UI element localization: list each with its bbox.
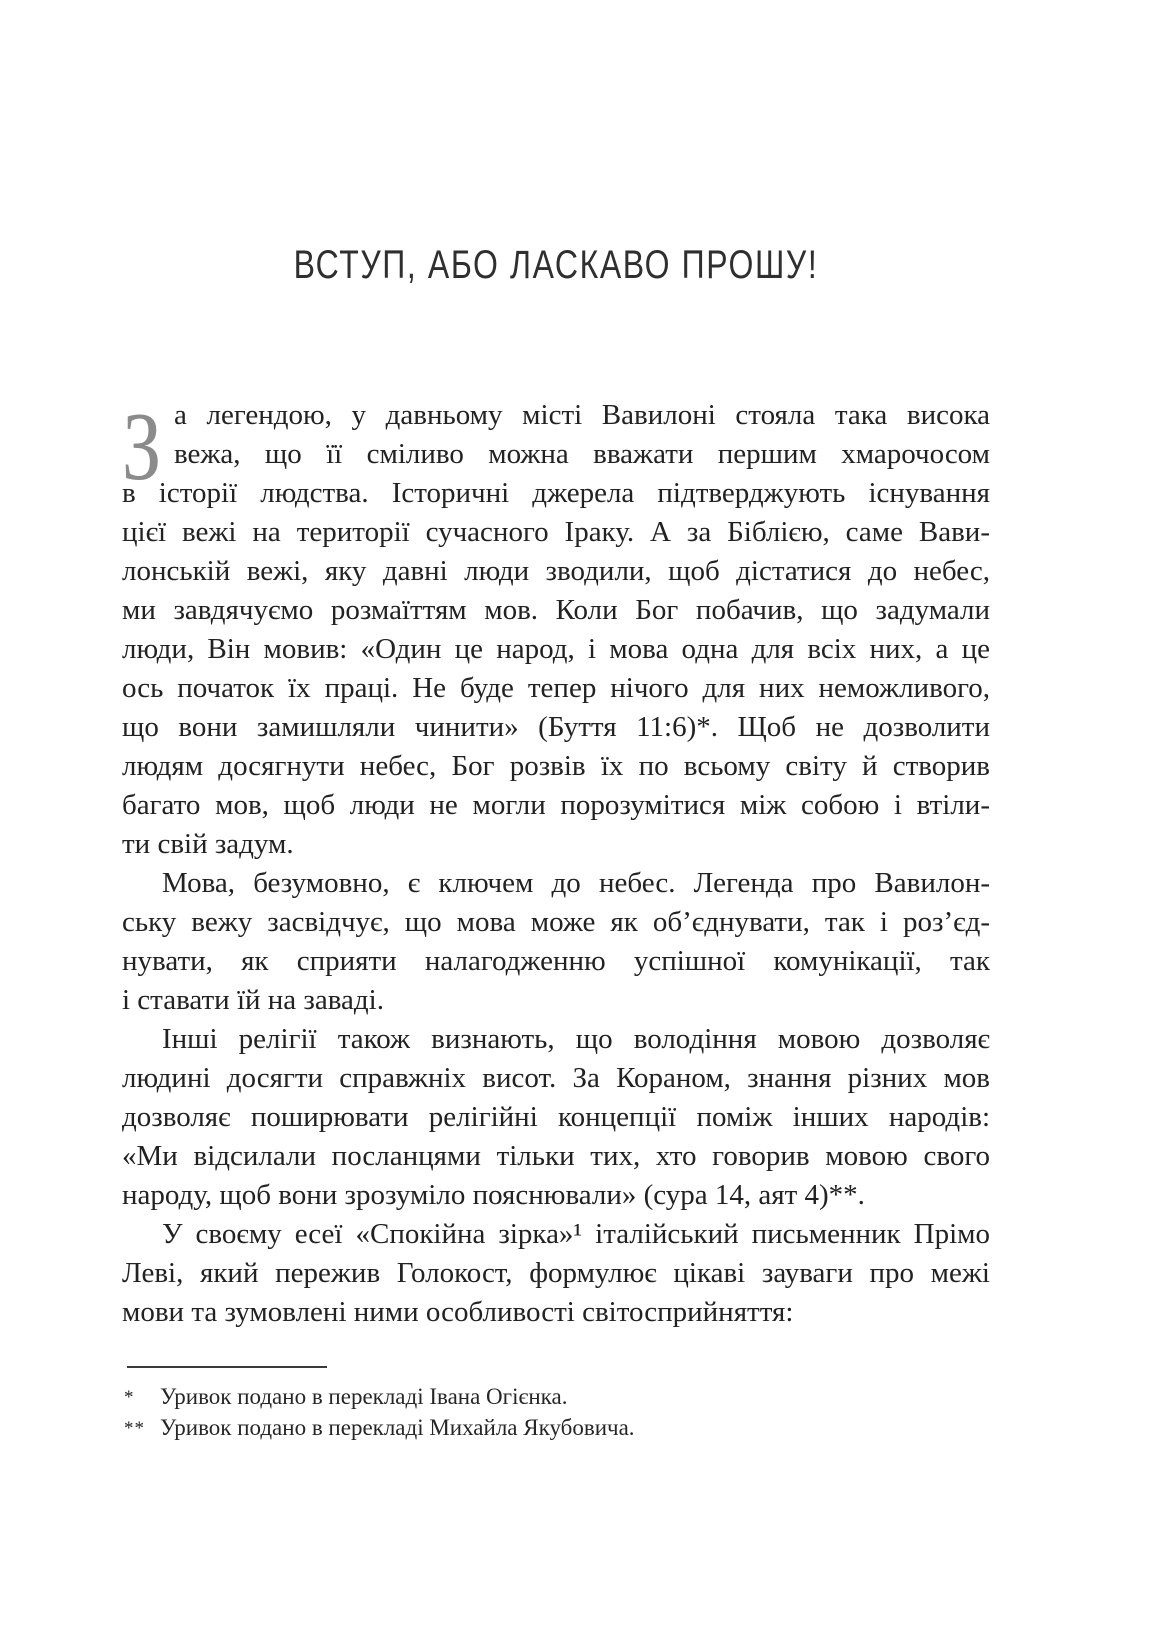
text-line: дозволяє поширювати релігійні концепції поміж інших народів: (122, 1101, 990, 1133)
text-line: ти свій задум. (122, 828, 294, 860)
drop-cap (122, 393, 174, 501)
text-line: багато мов, щоб люди не могли порозумітися між собою і втіли- (122, 789, 990, 821)
text-line: в історії людства. Історичні джерела підтверджують існування (122, 477, 990, 509)
text-line: цієї вежі на території сучасного Іраку. А за Біблією, саме Вави- (122, 516, 990, 548)
text-line: ми завдячуємо розмаїттям мов. Коли Бог побачив, що задумали (122, 594, 990, 626)
text-line: а легендою, у давньому місті Вавилоні стояла така висока (174, 399, 990, 431)
footnote-row (122, 1381, 990, 1412)
text-line: У своєму есеї «Спокійна зірка»¹ італійський письменник Прімо (162, 1218, 990, 1250)
footnote-row (122, 1412, 990, 1443)
text-line: нувати, як сприяти налагодженню успішної комунікації, так (122, 945, 990, 977)
footnote-marker: * (124, 1387, 135, 1408)
chapter-title: ВСТУП, АБО ЛАСКАВО ПРОШУ! (293, 243, 819, 287)
footnote-rule (127, 1366, 327, 1368)
text-line: людині досягти справжніх висот. За Кораном, знання різних мов (122, 1062, 990, 1094)
text-line: лонській вежі, яку давні люди зводили, щоб дістатися до небес, (122, 555, 990, 587)
text-line: «Ми відсилали посланцями тільки тих, хто говорив мовою свого (122, 1140, 990, 1172)
text-line: ось початок їх праці. Не буде тепер нічого для них неможливого, (122, 672, 990, 704)
text-line: ську вежу засвідчує, що мова може як об’єднувати, так і роз’єд- (122, 906, 990, 938)
text-line: вежа, що її сміливо можна вважати першим хмарочосом (174, 438, 990, 470)
footnote-text: Уривок подано в перекладі Михайла Якубовича. (160, 1415, 635, 1440)
text-line: мови та зумовлені ними особливості світосприйняття: (122, 1296, 794, 1328)
footnote-text: Уривок подано в перекладі Івана Огієнка. (160, 1384, 568, 1409)
text-line: і ставати їй на заваді. (122, 984, 384, 1016)
footnotes (122, 1381, 990, 1443)
body-text (122, 393, 990, 1332)
text-line: людям досягнути небес, Бог розвів їх по всьому світу й створив (122, 750, 990, 782)
text-line: люди, Він мовив: «Один це народ, і мова одна для всіх них, а це (122, 633, 990, 665)
text-line: народу, щоб вони зрозуміло пояснювали» (сура 14, аят 4)**. (122, 1179, 865, 1211)
text-line: Леві, який пережив Голокост, формулює цікаві зауваги про межі (122, 1257, 990, 1289)
text-line: Інші релігії також визнають, що володіння мовою дозволяє (162, 1023, 990, 1055)
drop-cap-letter: З (122, 393, 162, 501)
footnote-marker: ** (124, 1418, 145, 1439)
text-line: що вони замишляли чинити» (Буття 11:6)*. Щоб не дозволити (122, 711, 990, 743)
text-line: Мова, безумовно, є ключем до небес. Легенда про Вавилон- (162, 867, 990, 899)
